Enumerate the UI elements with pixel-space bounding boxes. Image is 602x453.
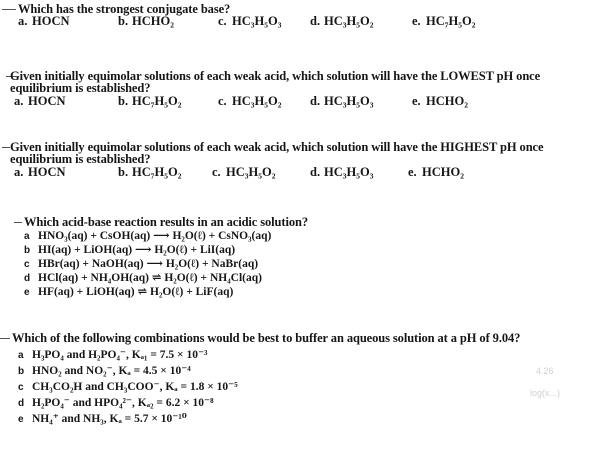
question-stem: Which of the following combinations would be best to buffer an aqueous solution at a pH of 9.04? [12, 331, 521, 345]
answer-blank [2, 9, 16, 10]
option-text: HC₇H₅O₂ [132, 165, 182, 179]
option-text: HC₃H₅O₂ [232, 94, 282, 108]
option-letter: d [18, 398, 25, 409]
option-letter: b [18, 366, 25, 377]
question-stem: Which has the strongest conjugate base? [18, 2, 231, 16]
option-text: HOCN [28, 94, 66, 108]
option-text: H₂PO₄⁻ and HPO₄²⁻, Kₐ₂ = 6.2 × 10⁻⁸ [32, 397, 214, 409]
pencil-note: log(x...) [530, 388, 561, 398]
option-text: HC₇H₅O₂ [426, 14, 476, 28]
option-a [18, 15, 70, 28]
answer-blank [2, 147, 10, 148]
option-b [118, 95, 181, 108]
option-c [24, 258, 258, 271]
option-a [14, 95, 66, 108]
option-letter: d. [310, 165, 321, 179]
option-a [24, 230, 271, 243]
option-e [408, 166, 464, 179]
option-letter: a [18, 350, 24, 361]
option-letter: a. [18, 14, 28, 28]
option-text: HC₃H₅O₂ [324, 14, 374, 28]
option-text: HC₃H₅O₂ [226, 165, 276, 179]
option-letter: c [18, 382, 24, 393]
option-letter: a. [14, 94, 24, 108]
option-c [218, 15, 281, 28]
option-text: NH₄⁺ and NH₃, Kₐ = 5.7 × 10⁻¹⁰ [32, 413, 187, 425]
option-text: HC₇H₅O₂ [132, 94, 182, 108]
option-letter: e. [408, 165, 417, 179]
option-letter: d. [310, 94, 321, 108]
question-stem-continued: equilibrium is established? [10, 81, 151, 95]
option-text: HF(aq) + LiOH(aq) ⇌ H₂O(ℓ) + LiF(aq) [38, 286, 234, 298]
option-c [18, 381, 238, 394]
option-letter: a. [14, 165, 24, 179]
option-letter: e. [412, 14, 421, 28]
option-text: HCHO₂ [426, 94, 468, 108]
option-text: HNO₂ and NO₂⁻, Kₐ = 4.5 × 10⁻⁴ [32, 365, 191, 377]
option-letter: c. [218, 14, 227, 28]
pencil-note: 4.26 [536, 366, 554, 376]
option-letter: e. [412, 94, 421, 108]
option-text: CH₃CO₂H and CH₃COO⁻, Kₐ = 1.8 × 10⁻⁵ [32, 381, 238, 393]
option-text: HOCN [32, 14, 70, 28]
option-e [18, 413, 187, 426]
option-text: HI(aq) + LiOH(aq) ⟶ H₂O(ℓ) + LiI(aq) [38, 244, 236, 256]
option-text: HBr(aq) + NaOH(aq) ⟶ H₂O(ℓ) + NaBr(aq) [38, 258, 259, 270]
option-b [24, 244, 235, 257]
option-d [24, 272, 262, 285]
option-e [24, 286, 233, 299]
option-text: H₃PO₄ and H₂PO₄⁻, Kₐ₁ = 7.5 × 10⁻³ [32, 349, 208, 361]
option-letter: b. [118, 165, 129, 179]
option-b [18, 365, 191, 378]
question-stem: Given initially equimolar solutions of each weak acid, which solution will have the HIGHEST pH once [10, 140, 544, 154]
option-b [118, 166, 181, 179]
option-letter: c. [212, 165, 221, 179]
option-d [310, 95, 373, 108]
option-a [18, 349, 207, 362]
option-text: HC₃H₅O₃ [232, 14, 282, 28]
option-b [118, 15, 174, 28]
option-text: HC₃H₅O₃ [324, 165, 374, 179]
answer-blank [0, 338, 10, 339]
option-d [310, 166, 373, 179]
option-text: HNO₃(aq) + CsOH(aq) ⟶ H₂O(ℓ) + CsNO₃(aq) [38, 230, 272, 242]
option-letter: e [24, 287, 30, 298]
option-letter: e [18, 414, 24, 425]
option-e [412, 15, 475, 28]
option-letter: b [24, 245, 31, 256]
option-letter: c. [218, 94, 227, 108]
option-letter: b. [118, 14, 129, 28]
question-stem: Given initially equimolar solutions of each weak acid, which solution will have the LOWEST pH once [10, 69, 541, 83]
option-c [212, 166, 275, 179]
option-a [14, 166, 66, 179]
question-stem-continued: equilibrium is established? [10, 152, 151, 166]
option-text: HCl(aq) + NH₄OH(aq) ⇌ H₂O(ℓ) + NH₄Cl(aq) [38, 272, 262, 284]
option-letter: a [24, 231, 30, 242]
option-d [310, 15, 373, 28]
option-text: HOCN [28, 165, 66, 179]
option-e [412, 95, 468, 108]
option-text: HC₃H₅O₃ [324, 94, 374, 108]
answer-blank [14, 222, 22, 223]
option-letter: c [24, 259, 30, 270]
question-stem: Which acid-base reaction results in an acidic solution? [24, 215, 308, 229]
option-text: HCHO₂ [422, 165, 464, 179]
option-letter: d [24, 273, 31, 284]
option-d [18, 397, 214, 410]
option-c [218, 95, 281, 108]
option-letter: d. [310, 14, 321, 28]
option-text: HCHO₂ [132, 14, 174, 28]
option-letter: b. [118, 94, 129, 108]
